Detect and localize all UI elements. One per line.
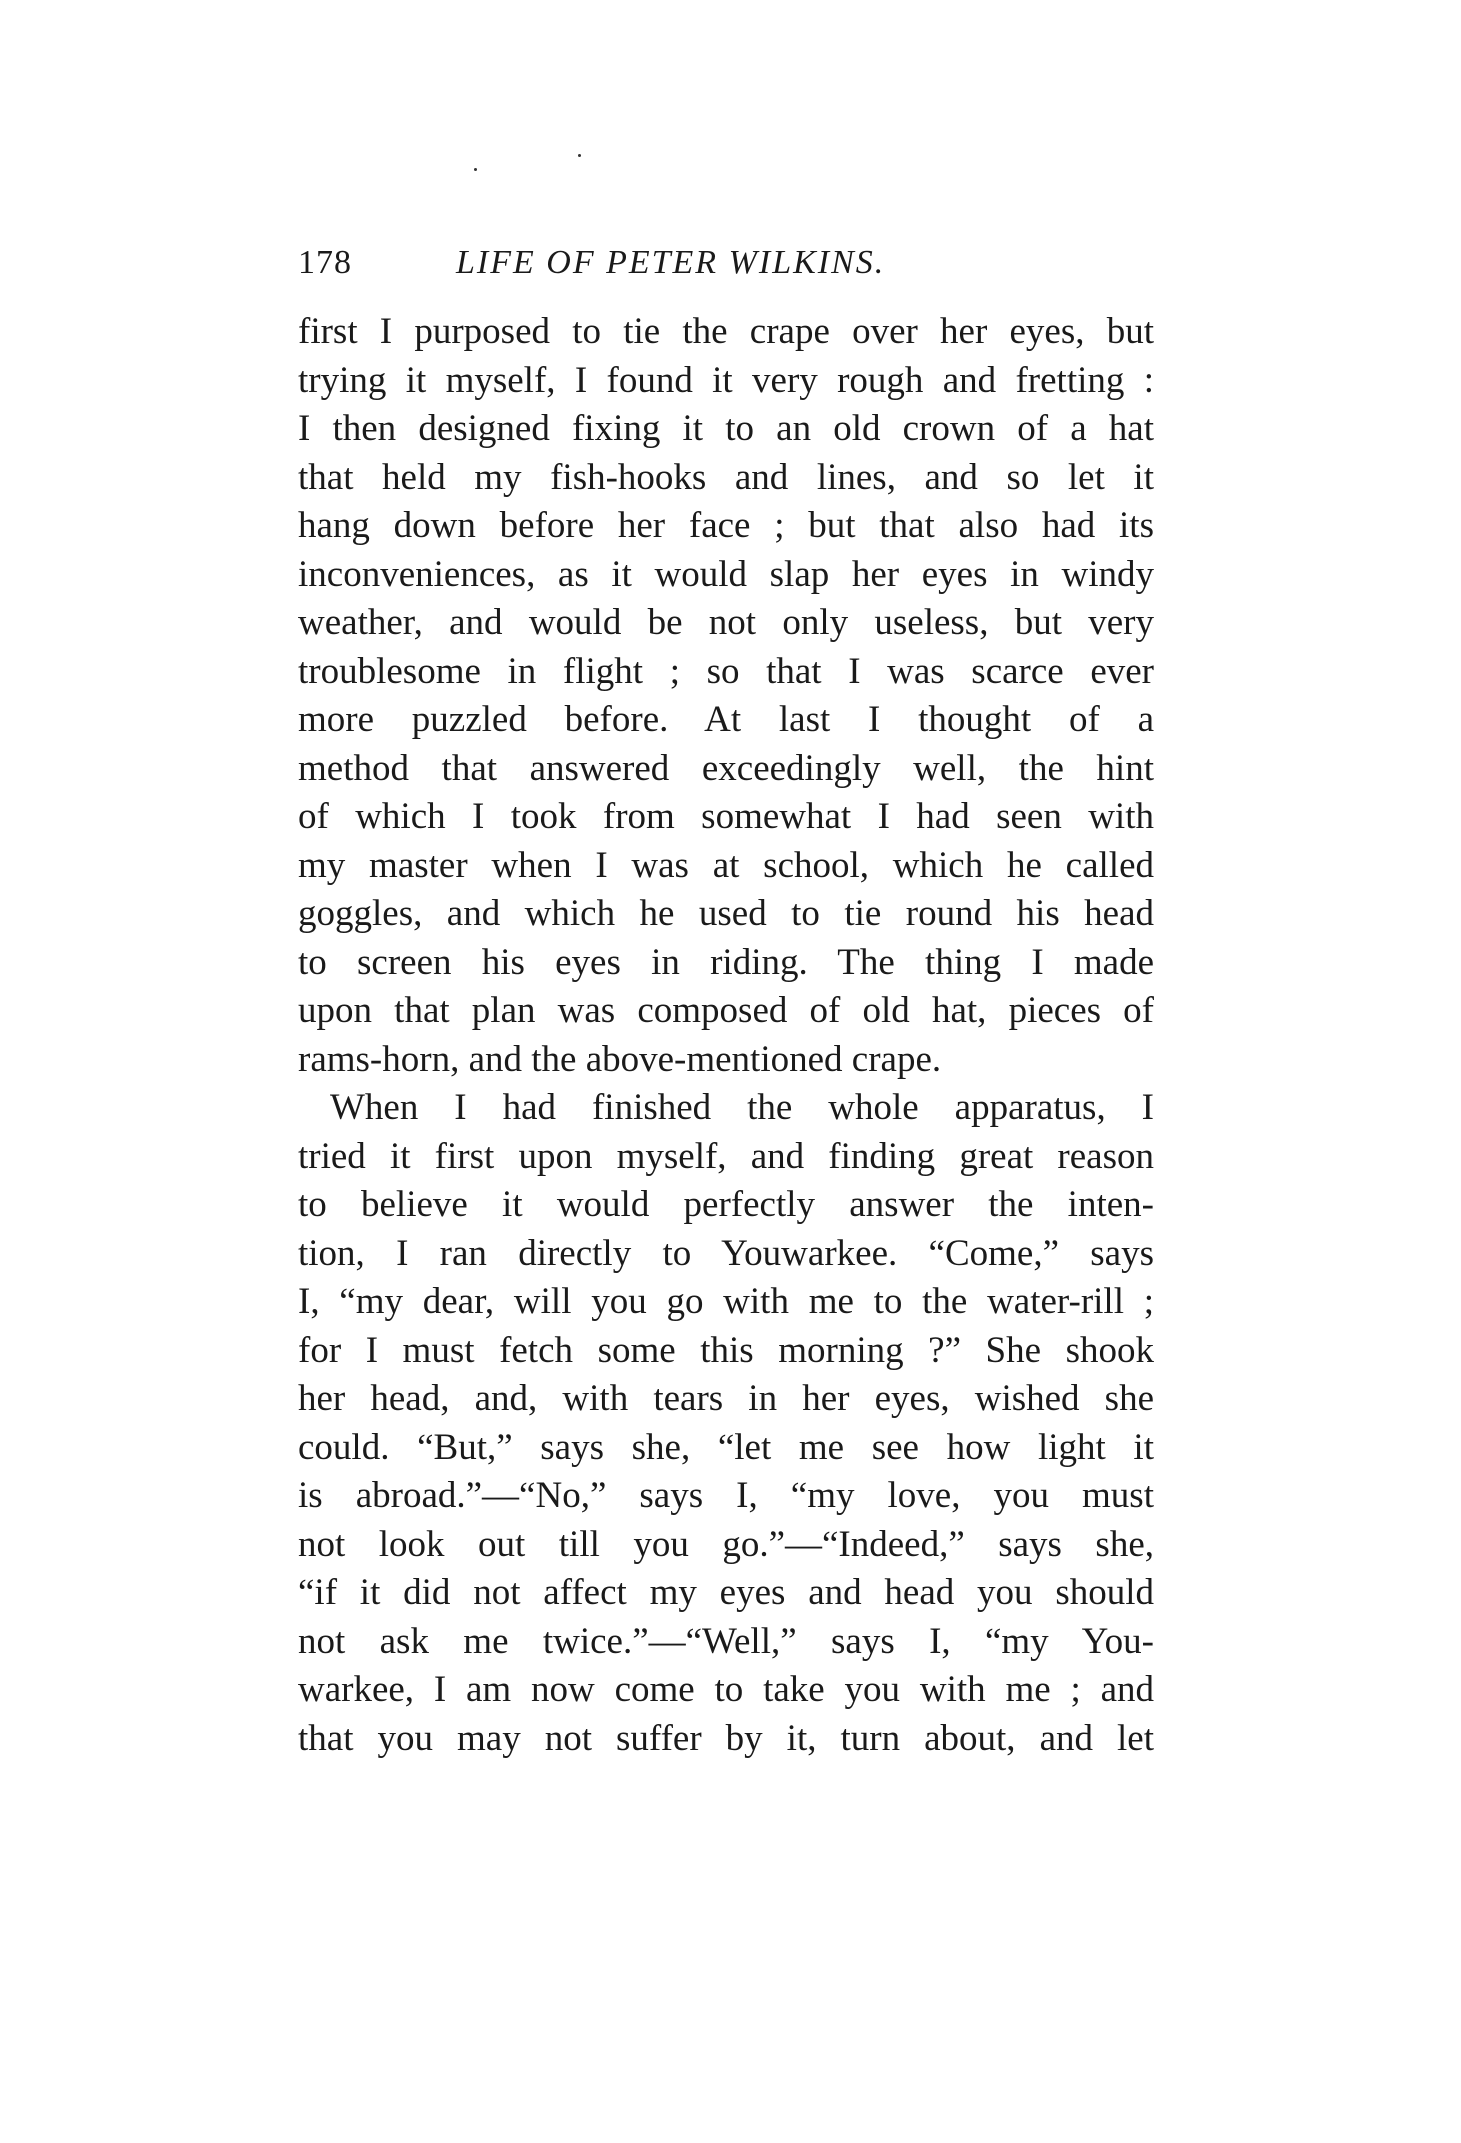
text-line: troublesome in flight ; so that I was scarce ever <box>298 650 1154 692</box>
speck <box>578 154 581 157</box>
text-line: goggles, and which he used to tie round his head <box>298 893 1154 934</box>
text-line: is abroad.”—“No,” says I, “my love, you must <box>298 1475 1154 1516</box>
text-line: not ask me twice.”—“Well,” says I, “my You- <box>298 1620 1154 1662</box>
page-header <box>298 238 1158 298</box>
text-line: I then designed fixing it to an old crown of a hat <box>298 408 1154 449</box>
text-line: trying it myself, I found it very rough and fretting : <box>298 359 1154 401</box>
text-line: I, “my dear, will you go with me to the water-rill ; <box>298 1281 1154 1322</box>
text-line: first I purposed to tie the crape over her eyes, but <box>298 311 1154 352</box>
text-line: of which I took from somewhat I had seen with <box>298 796 1154 837</box>
body-text <box>298 308 1154 1763</box>
page-number: 178 <box>298 244 352 281</box>
text-line: to believe it would perfectly answer the inten- <box>298 1184 1154 1225</box>
text-line: my master when I was at school, which he called <box>298 844 1154 886</box>
paragraph <box>298 1084 1154 1763</box>
text-line: upon that plan was composed of old hat, pieces of <box>298 990 1154 1031</box>
paragraph <box>298 308 1154 1084</box>
text-line: hang down before her face ; but that also had its <box>298 505 1154 546</box>
text-line: could. “But,” says she, “let me see how light it <box>298 1426 1154 1468</box>
text-line: rams-horn, and the above-mentioned crape. <box>298 1038 942 1080</box>
text-line: not look out till you go.”—“Indeed,” says she, <box>298 1523 1154 1565</box>
text-line: weather, and would be not only useless, but very <box>298 602 1154 643</box>
text-line: for I must fetch some this morning ?” She shook <box>298 1329 1154 1371</box>
text-line: warkee, I am now come to take you with me ; and <box>298 1669 1154 1710</box>
text-line: her head, and, with tears in her eyes, wished she <box>298 1378 1154 1419</box>
speck <box>474 168 477 171</box>
text-line: more puzzled before. At last I thought of a <box>298 699 1154 740</box>
text-line: tried it first upon myself, and finding great reason <box>298 1135 1154 1177</box>
text-line: that held my fish-hooks and lines, and so let it <box>298 456 1154 498</box>
text-line: “if it did not affect my eyes and head you should <box>298 1572 1154 1613</box>
text-line: inconveniences, as it would slap her eyes in windy <box>298 553 1154 595</box>
print-specks <box>470 148 590 178</box>
text-line: method that answered exceedingly well, the hint <box>298 747 1154 789</box>
text-line: tion, I ran directly to Youwarkee. “Come,” says <box>298 1232 1154 1274</box>
running-title: LIFE OF PETER WILKINS. <box>456 244 886 281</box>
text-line: When I had finished the whole apparatus, I <box>330 1087 1154 1128</box>
text-line: that you may not suffer by it, turn about, and let <box>298 1717 1154 1759</box>
text-line: to screen his eyes in riding. The thing I made <box>298 941 1154 983</box>
